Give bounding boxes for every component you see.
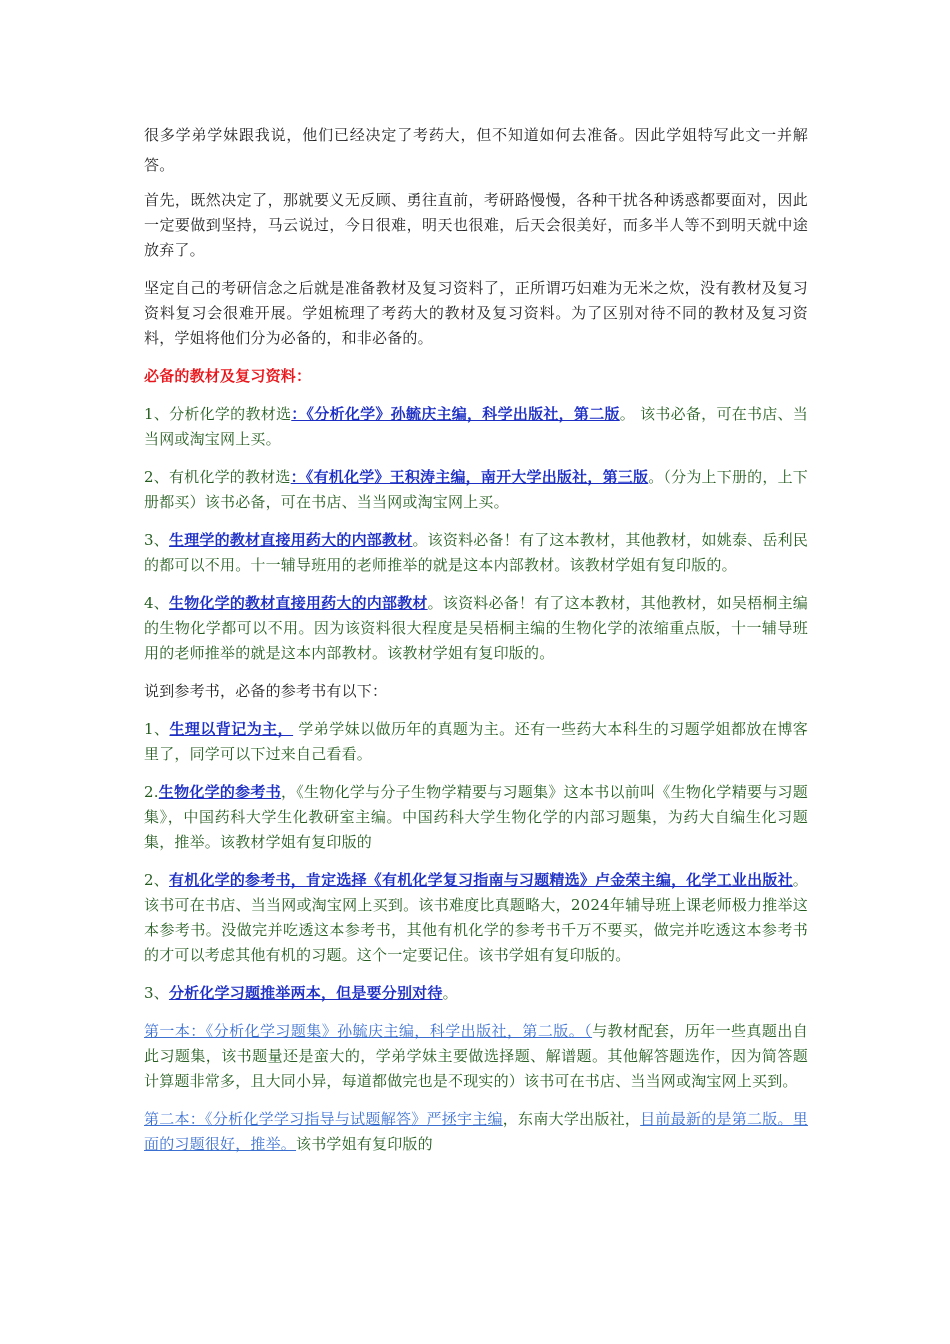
item-prefix: 3、 bbox=[144, 984, 169, 1002]
item-suffix: 该书学姐有复印版的 bbox=[296, 1135, 433, 1153]
book-link[interactable]: 第一本：《分析化学习题集》孙毓庆主编，科学出版社，第二版。（ bbox=[144, 1022, 593, 1040]
item-suffix: 。 该书必备，可在书店、当当网或淘宝网上买。 bbox=[144, 405, 809, 448]
item-suffix: 与教材配套，历年一些真题出自此习题集，该书题量还是蛮大的，学弟学妹主要做选择题、解谱题。其他解答题选作，因为简答题计算题非常多，且大同小异，每道都做完也是不现实的）该书可在书店、当当网或淘宝网上买到。 bbox=[144, 1022, 808, 1090]
item-organic-textbook bbox=[144, 465, 808, 515]
item-suffix: 学弟学妹以做历年的真题为主。还有一些药大本科生的习题学姐都放在博客里了，同学可以下过来自己看看。 bbox=[144, 720, 808, 763]
edition-link[interactable]: 目前最新的是第二版。里面的习题很好，推举。 bbox=[144, 1110, 808, 1153]
determination-paragraph: 首先，既然决定了，那就要义无反顾、勇往直前，考研路慢慢，各种干扰各种诱惑都要面对，因此一定要做到坚持，马云说过，今日很难，明天也很难，后天会很美好，而多半人等不到明天就中途放弃了。 bbox=[144, 191, 808, 259]
reference-intro: 说到参考书，必备的参考书有以下： bbox=[144, 682, 388, 700]
item-suffix: 。该资料必备！有了这本教材，其他教材，如吴梧桐主编的生物化学都可以不用。因为该资料很大程度是吴梧桐主编的生物化学的浓缩重点版，十一辅导班用的老师推举的就是这本内部教材。该教材学姐有复印版的。 bbox=[144, 594, 808, 662]
item-prefix: 2. bbox=[144, 783, 159, 801]
document-body bbox=[144, 120, 808, 1170]
item-analytical-textbook bbox=[144, 402, 808, 452]
ref-biochemistry bbox=[144, 780, 808, 855]
book-link[interactable]: ：《有机化学》王积涛主编，南开大学出版社，第三版 bbox=[290, 468, 649, 486]
item-prefix: 4、 bbox=[144, 594, 169, 612]
item-suffix: 。该资料必备！有了这本教材，其他教材，如姚泰、岳利民的都可以不用。十一辅导班用的老师推举的就是这本内部教材。该教材学姐有复印版的。 bbox=[144, 531, 809, 574]
book-link[interactable]: 有机化学的参考书，肯定选择《有机化学复习指南与习题精选》卢金荣主编，化学工业出版社 bbox=[168, 871, 793, 889]
ref-analytical-book-one bbox=[144, 1019, 808, 1094]
book-link[interactable]: ：《分析化学》孙毓庆主编，科学出版社，第二版 bbox=[291, 405, 620, 423]
item-physiology-textbook bbox=[144, 528, 808, 578]
ref-organic bbox=[144, 868, 808, 968]
item-suffix: 。 bbox=[442, 984, 458, 1002]
materials-intro-paragraph: 坚定自己的考研信念之后就是准备教材及复习资料了，正所谓巧妇难为无米之炊，没有教材及复习资料复习会很难开展。学姐梳理了考药大的教材及复习资料。为了区别对待不同的教材及复习资料，学姐将他们分为必备的，和非必备的。 bbox=[144, 279, 808, 347]
book-link[interactable]: 生理学的教材直接用药大的内部教材 bbox=[168, 531, 413, 549]
book-link[interactable]: 生物化学的教材直接用药大的内部教材 bbox=[168, 594, 428, 612]
item-suffix: ，《生物化学与分子生物学精要与习题集》这本书以前叫《生物化学精要与习题集》，中国药科大学生化教研室主编。中国药科大学生物化学的内部习题集，为药大自编生化习题集，推举。该教材学姐有复印版的 bbox=[144, 783, 808, 851]
item-biochemistry-textbook bbox=[144, 591, 808, 666]
book-link[interactable]: 生物化学的参考书 bbox=[158, 783, 281, 801]
item-middle: ，东南大学出版社， bbox=[502, 1110, 641, 1128]
item-suffix: 。（分为上下册的，上下册都买）该书必备，可在书店、当当网或淘宝网上买。 bbox=[144, 468, 809, 511]
ref-physiology bbox=[144, 717, 808, 767]
item-prefix: 1、 bbox=[144, 720, 170, 738]
book-link[interactable]: 第二本：《分析化学学习指导与试题解答》严拯宇主编 bbox=[144, 1110, 503, 1128]
item-suffix: 。该书可在书店、当当网或淘宝网上买到。该书难度比真题略大，2024年辅导班上课老师极力推举这本参考书。没做完并吃透这本参考书，其他有机化学的参考书千万不要买，做完并吃透这本参考书的才可以考虑其他有机的习题。这个一定要记住。该书学姐有复印版的。 bbox=[144, 871, 808, 964]
item-prefix: 1、分析化学的教材选 bbox=[144, 405, 292, 423]
item-prefix: 3、 bbox=[144, 531, 169, 549]
book-link[interactable]: 生理以背记为主， bbox=[169, 720, 294, 738]
intro-paragraph: 很多学弟学妹跟我说，他们已经决定了考药大，但不知道如何去准备。因此学姐特写此文一并解答。 bbox=[144, 126, 808, 174]
ref-analytical bbox=[144, 981, 808, 1006]
book-link[interactable]: 分析化学习题推举两本，但是要分别对待 bbox=[168, 984, 443, 1002]
item-prefix: 2、 bbox=[144, 871, 169, 889]
ref-analytical-book-two bbox=[144, 1107, 808, 1157]
item-prefix: 2、有机化学的教材选 bbox=[144, 468, 291, 486]
section-heading: 必备的教材及复习资料： bbox=[144, 367, 312, 385]
